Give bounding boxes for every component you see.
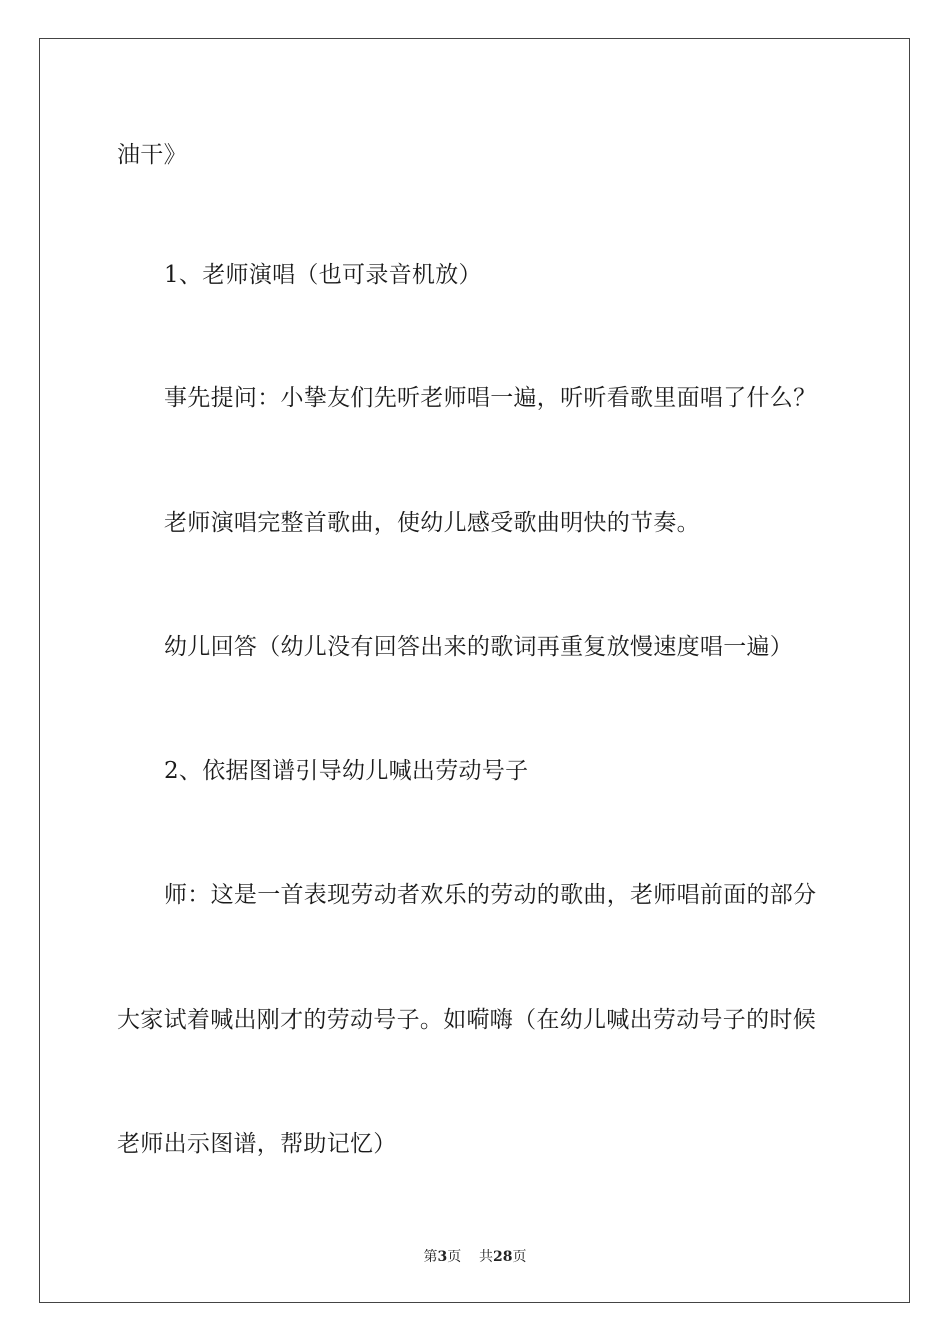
paragraph-line-5: 幼儿回答（幼儿没有回答出来的歌词再重复放慢速度唱一遍） xyxy=(164,634,794,660)
paragraph-line-8: 大家试着喊出刚才的劳动号子。如嗬嗨（在幼儿喊出劳动号子的时候 xyxy=(117,1007,816,1033)
footer-total-suffix: 页 xyxy=(512,1249,527,1265)
footer-page-suffix: 页 xyxy=(447,1249,462,1265)
page-border xyxy=(39,38,910,1303)
footer-total-pages: 28 xyxy=(493,1249,513,1265)
paragraph-line-7: 师：这是一首表现劳动者欢乐的劳动的歌曲，老师唱前面的部分 xyxy=(164,882,817,908)
paragraph-line-1: 油干》 xyxy=(117,142,187,168)
footer-prefix: 第 xyxy=(423,1249,438,1265)
footer-page-number: 3 xyxy=(437,1249,448,1265)
paragraph-line-9: 老师出示图谱，帮助记忆） xyxy=(117,1131,397,1157)
paragraph-line-2: 1、老师演唱（也可录音机放） xyxy=(164,262,482,288)
paragraph-line-6: 2、依据图谱引导幼儿喊出劳动号子 xyxy=(164,758,529,784)
page-footer xyxy=(0,1246,950,1266)
paragraph-line-3: 事先提问：小挚友们先听老师唱一遍，听听看歌里面唱了什么？ xyxy=(164,385,817,411)
footer-total-prefix: 共 xyxy=(479,1249,494,1265)
paragraph-line-4: 老师演唱完整首歌曲，使幼儿感受歌曲明快的节奏。 xyxy=(164,510,700,536)
